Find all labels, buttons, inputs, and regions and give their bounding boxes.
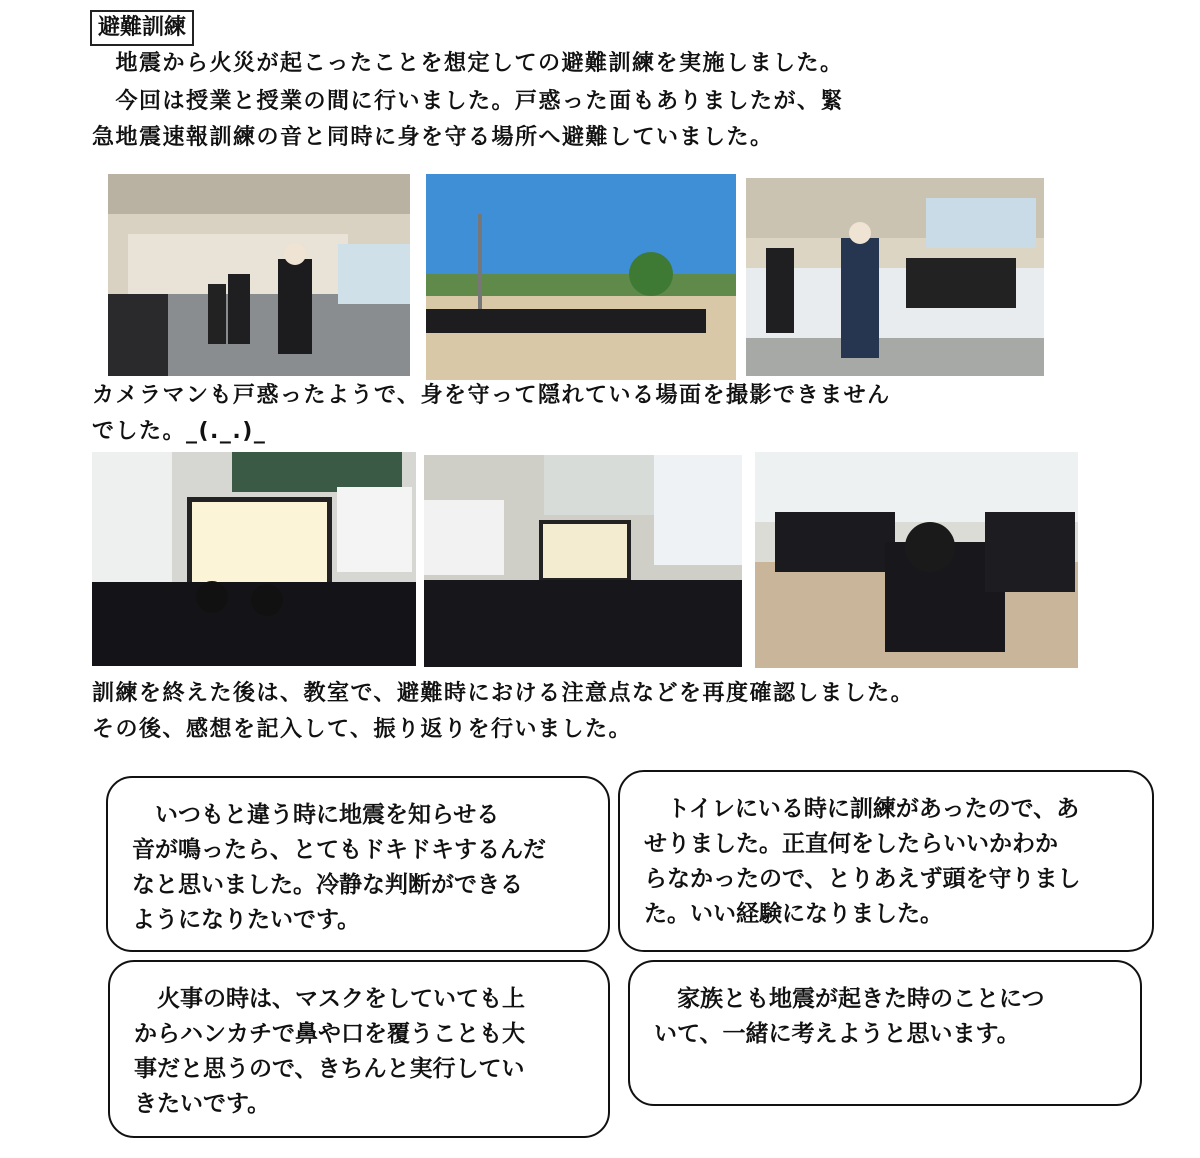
comment-line: らなかったので、とりあえず頭を守りまし bbox=[644, 866, 1081, 892]
photo-corridor-evacuation bbox=[108, 174, 410, 376]
photo-classroom-tv bbox=[424, 455, 742, 667]
comment-bubble bbox=[618, 770, 1154, 952]
intro-line-1: 地震から火災が起こったことを想定しての避難訓練を実施しました。 bbox=[92, 51, 844, 76]
comment-bubble bbox=[108, 960, 610, 1138]
comment-bubble bbox=[628, 960, 1142, 1106]
comment-line: ようになりたいです。 bbox=[132, 907, 361, 933]
photo-schoolyard-lineup bbox=[426, 174, 736, 380]
comment-line: 火事の時は、マスクをしていても上 bbox=[134, 986, 525, 1012]
comment-line: きたいです。 bbox=[134, 1091, 271, 1117]
comment-bubble bbox=[106, 776, 610, 952]
comment-line: なと思いました。冷静な判断ができる bbox=[132, 872, 523, 898]
caption-2-line-2: その後、感想を記入して、振り返りを行いました。 bbox=[92, 717, 633, 742]
comment-line: いて、一緒に考えようと思います。 bbox=[654, 1021, 1020, 1047]
comment-line: た。いい経験になりました。 bbox=[644, 901, 943, 927]
photo-walking-along-building bbox=[746, 178, 1044, 376]
photo-classroom-screen bbox=[92, 452, 416, 666]
comment-line: いつもと違う時に地震を知らせる bbox=[132, 802, 500, 828]
section-heading: 避難訓練 bbox=[90, 10, 194, 46]
comment-line: 音が鳴ったら、とてもドキドキするんだ bbox=[132, 837, 546, 863]
intro-line-2: 今回は授業と授業の間に行いました。戸惑った面もありましたが、緊 bbox=[92, 89, 845, 114]
photo-students-writing bbox=[755, 452, 1078, 668]
comment-line: からハンカチで鼻や口を覆うことも大 bbox=[134, 1021, 525, 1047]
intro-line-3: 急地震速報訓練の音と同時に身を守る場所へ避難していました。 bbox=[92, 125, 774, 150]
comment-line: トイレにいる時に訓練があったので、あ bbox=[644, 796, 1080, 822]
comment-line: 家族とも地震が起きた時のことにつ bbox=[654, 986, 1045, 1012]
comment-line: 事だと思うので、きちんと実行してい bbox=[134, 1056, 525, 1082]
caption-1-line-2: でした。_(._.)_ bbox=[92, 419, 267, 444]
comment-line: せりました。正直何をしたらいいかわか bbox=[644, 831, 1058, 857]
caption-1-line-1: カメラマンも戸惑ったようで、身を守って隠れている場面を撮影できません bbox=[92, 383, 891, 408]
caption-2-line-1: 訓練を終えた後は、教室で、避難時における注意点などを再度確認しました。 bbox=[92, 681, 915, 706]
